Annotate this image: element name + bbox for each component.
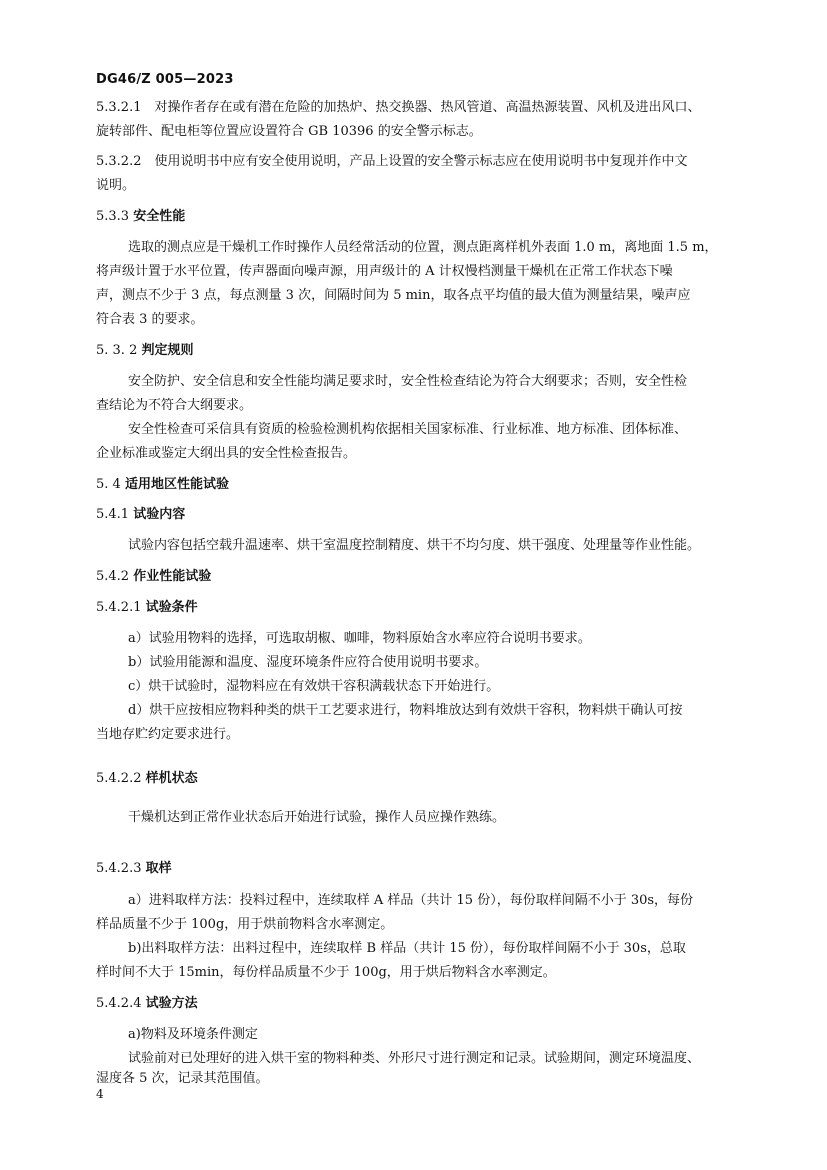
text-line: 安全性检查可采信具有资质的检验检测机构依据相关国家标准、行业标准、地方标准、团体标准、 — [128, 422, 688, 437]
list-item: a）试验用物料的选择，可选取胡椒、咖啡，物料原始含水率应符合说明书要求。 — [128, 631, 591, 646]
section-heading — [96, 473, 751, 497]
section-number: 5. 3. 2 — [96, 343, 138, 358]
list-item: 样品质量不少于 100g，用于烘前物料含水率测定。 — [96, 917, 394, 932]
list-item: 当地存贮约定要求进行。 — [96, 727, 240, 742]
list-item: b）试验用能源和温度、湿度环境条件应符合使用说明书要求。 — [128, 655, 488, 670]
text-line: 将声级计置于水平位置，传声器面向噪声源，用声级计的 A 计权慢档测量干燥机在正常工作状态下噪 — [96, 264, 673, 279]
text-line: 试验内容包括空载升温速率、烘干室温度控制精度、烘干不均匀度、烘干强度、处理量等作业性能。 — [128, 538, 701, 553]
list-item: c）烘干试验时，湿物料应在有效烘干容积满载状态下开始进行。 — [128, 679, 500, 694]
section-number: 5.4.2 — [96, 569, 130, 584]
section-number: 5.4.2.2 — [96, 771, 142, 786]
list-item: a）进料取样方法：投料过程中，连续取样 A 样品（共计 15 份），每份取样间隔不小于 30s，每份 — [128, 893, 694, 908]
list-item: 样时间不大于 15min，每份样品质量不少于 100g，用于烘后物料含水率测定。 — [96, 965, 556, 980]
section-heading — [96, 339, 751, 363]
section-heading — [96, 205, 751, 229]
text-line: 试验前对已处理好的进入烘干室的物料种类、外形尺寸进行测定和记录。试验期间，测定环境温度、 — [128, 1051, 701, 1066]
text-line: 干燥机达到正常作业状态后开始进行试验，操作人员应操作熟练。 — [128, 810, 506, 825]
section-title: 样机状态 — [145, 771, 198, 786]
text-line: 符合表 3 的要求。 — [96, 312, 204, 327]
section-number: 5.4.2.3 — [96, 861, 142, 876]
list-item: d）烘干应按相应物料种类的烘干工艺要求进行，物料堆放达到有效烘干容积，物料烘干确认可按 — [128, 703, 683, 718]
section-number: 5.4.2.4 — [96, 996, 142, 1011]
section-heading — [96, 857, 751, 881]
standard-code: DG46/Z 005—2023 — [96, 72, 234, 87]
page-number: 4 — [96, 1087, 104, 1101]
text-line: 湿度各 5 次，记录其范围值。 — [96, 1071, 269, 1086]
section-title: 安全性能 — [133, 209, 186, 224]
section-heading — [96, 596, 751, 620]
text-line: 企业标准或鉴定大纲出具的安全性检查报告。 — [96, 446, 357, 461]
list-item: a)物料及环境条件测定 — [128, 1027, 258, 1042]
section-heading — [96, 503, 751, 527]
text-line: 5.3.2.2 使用说明书中应有安全使用说明，产品上设置的安全警示标志应在使用说明书中复现并作中文 — [96, 154, 688, 169]
text-line: 5.3.2.1 对操作者存在或有潜在危险的加热炉、热交换器、热风管道、高温热源装置、风机及进出风口、 — [96, 100, 701, 115]
list-item: b)出料取样方法：出料过程中，连续取样 B 样品（共计 15 份），每份取样间隔不小于 30s，总取 — [128, 941, 686, 956]
text-line: 查结论为不符合大纲要求。 — [96, 398, 253, 413]
section-title: 判定规则 — [141, 343, 194, 358]
text-line: 安全防护、安全信息和安全性能均满足要求时，安全性检查结论为符合大纲要求；否则，安全性检 — [128, 374, 688, 389]
section-title: 作业性能试验 — [133, 569, 212, 584]
section-title: 试验内容 — [133, 507, 186, 522]
section-number: 5.4.2.1 — [96, 600, 142, 615]
section-title: 适用地区性能试验 — [124, 477, 229, 492]
text-line: 说明。 — [96, 178, 136, 193]
section-heading — [96, 565, 751, 589]
section-title: 试验方法 — [145, 996, 198, 1011]
section-heading — [96, 767, 751, 791]
section-heading — [96, 992, 751, 1016]
section-title: 试验条件 — [145, 600, 198, 615]
section-number: 5. 4 — [96, 477, 121, 492]
section-number: 5.4.1 — [96, 507, 130, 522]
text-line: 声，测点不少于 3 点，每点测量 3 次，间隔时间为 5 min，取各点平均值的最大值为测量结果，噪声应 — [96, 288, 691, 303]
section-number: 5.3.3 — [96, 209, 130, 224]
section-title: 取样 — [145, 861, 172, 876]
text-line: 旋转部件、配电柜等位置应设置符合 GB 10396 的安全警示标志。 — [96, 124, 482, 139]
text-line: 选取的测点应是干燥机工作时操作人员经常活动的位置，测点距离样机外表面 1.0 m，离地面 1.5 m， — [128, 240, 718, 255]
